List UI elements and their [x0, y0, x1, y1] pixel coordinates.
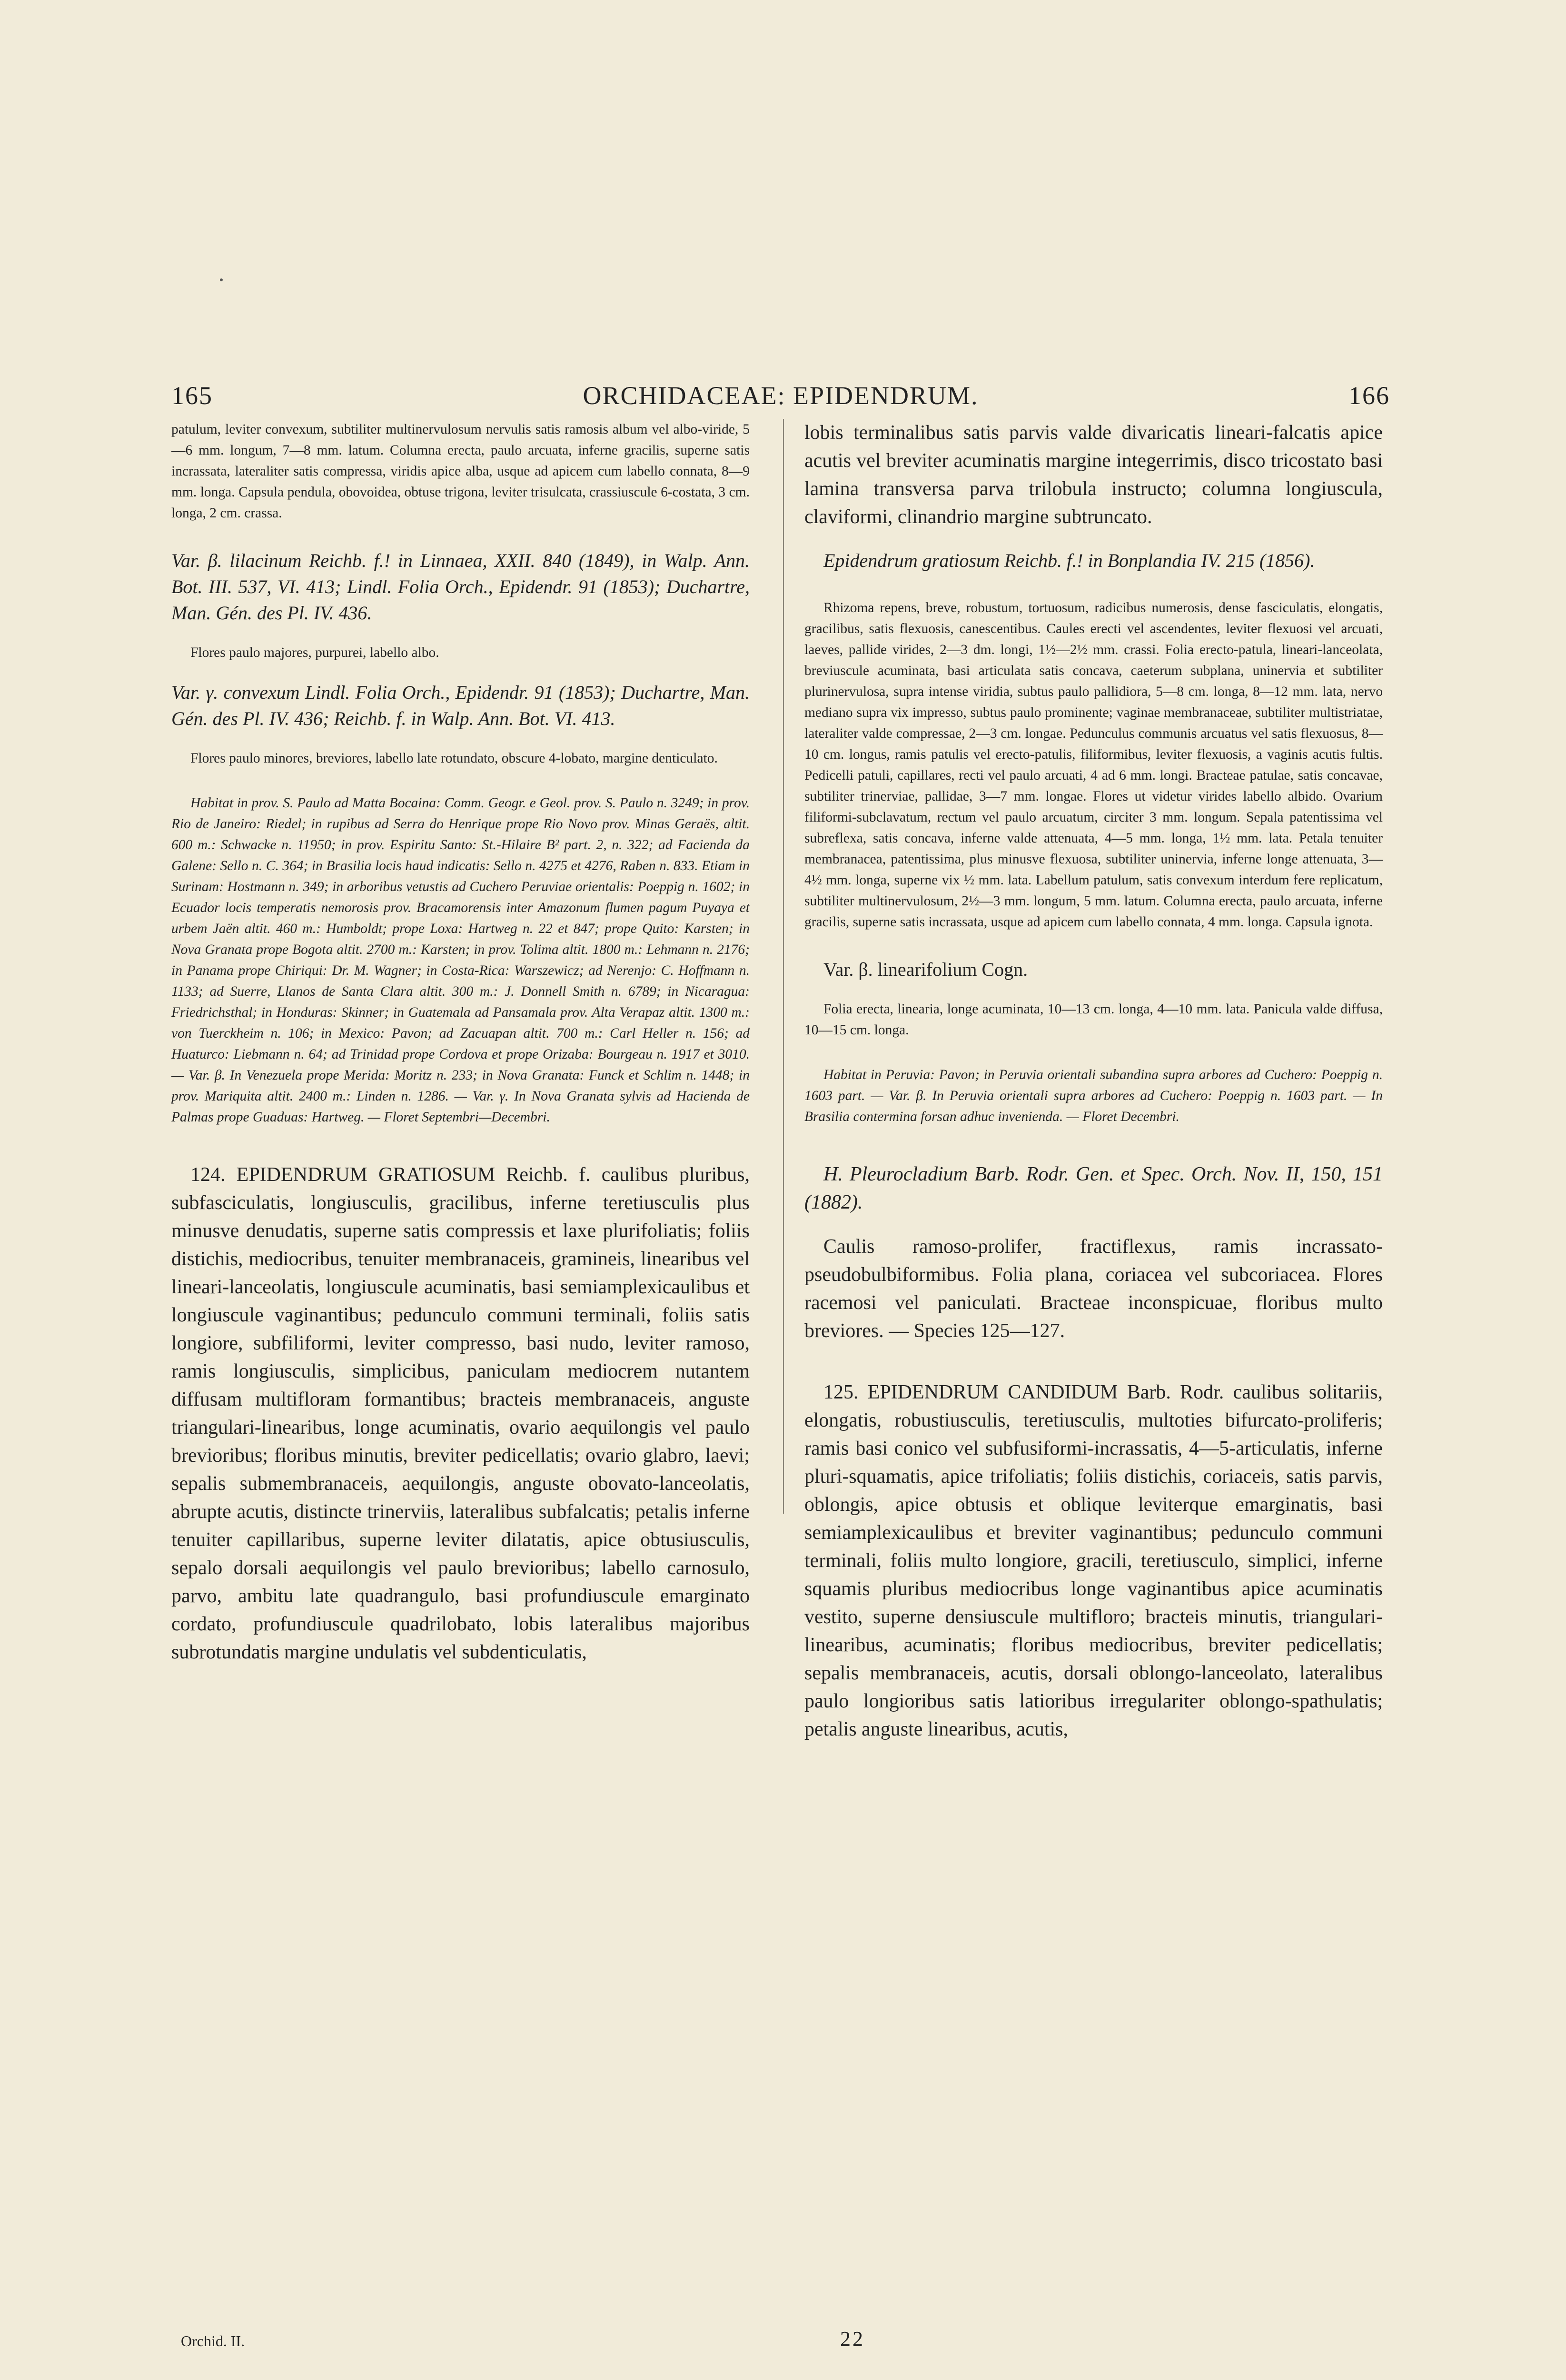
- section-pleurocladium-description: Caulis ramoso-prolifer, fractiflexus, ramis incrassato-pseudobulbiformibus. Folia plana, coriacea vel subcoriacea. Flores racemosi vel paniculati. Bracteae inconspicuae, floribus multo breviores. — Species 125—127.: [804, 1236, 1383, 1342]
- section-pleurocladium-heading: H. Pleurocladium Barb. Rodr. Gen. et Spec. Orch. Nov. II, 150, 151 (1882).: [804, 1163, 1383, 1213]
- variety-gamma-description: Flores paulo minores, breviores, labello late rotundato, obscure 4-lobato, margine denticulato.: [190, 751, 718, 766]
- detailed-description: Rhizoma repens, breve, robustum, tortuosum, radicibus numerosis, dense fasciculatis, elongatis, gracilibus, satis flexuosis, canescentibus. Caules erecti vel ascendentes, leviter flexuosi vel arcuati, laeves, pallide virides, 2—3 dm. longi, 1½—2½ mm. crassi. Folia erecto-patula, lineari-lanceolata, breviuscule acuminata, basi articulata satis concava, caeterum subplana, uninervia et subtiliter plurinervulosa, supra intense viridia, subtus paulo pallidiora, 5—8 cm. longa, 8—12 mm. lata, nervo mediano supra vix impresso, subtus paulo prominente; vaginae membranaceae, subtiliter multistriatae, lateraliter valde compressae, 2—3 cm. longae. Pedunculus communis arcuatus vel satis flexuosus, 8—10 cm. longus, ramis patulis vel erecto-patulis, filiformibus, leviter flexuosis, a vaginis acutis fultis. Pedicelli patuli, capillares, recti vel paulo arcuati, 4 ad 6 mm. longi. Bracteae patulae, satis concavae, subtiliter trinerviae, pallidae, 3—7 mm. longae. Flores ut videtur virides labello albido. Ovarium filiformi-subclavatum, rectum vel paulo arcuatum, circiter 3 mm. longum. Sepala patentissima vel subreflexa, satis concava, inferne valde attenuata, 4—5 mm. longa, 1½ mm. lata. Petala tenuiter membranacea, patentissima, plus minusve flexuosa, subtiliter uninervia, inferne longe attenuata, 3—4½ mm. longa, superne vix ½ mm. lata. Labellum patulum, satis convexum interdum fere replicatum, subtiliter multinervulosum, 2½—3 mm. longum, 5 mm. latum. Columna erecta, paulo arcuata, inferne gracilis, superne satis incrassata, usque ad apicem cum labello connata, 4 mm. longa. Capsula ignota.: [804, 600, 1383, 930]
- description-continued: patulum, leviter convexum, subtiliter multinervulosum nervulis satis ramosis album vel albo-viride, 5—6 mm. longum, 7—8 mm. latum. Columna erecta, paulo arcuata, inferne gracilis, superne satis incrassata, lateraliter satis compressa, viridis apice alba, usque ad apicem cum labello connata, 8—9 mm. longa. Capsula pendula, obovoidea, obtuse trigona, leviter trisulcata, crassiuscule 6-costata, 3 cm. longa, 2 cm. crassa.: [171, 422, 750, 521]
- species-125-description: 125. EPIDENDRUM CANDIDUM Barb. Rodr. caulibus solitariis, elongatis, robustiusculis, teretiusculis, multoties bifurcato-proliferis; ramis basi conico vel subfusiformi-incrassatis, 4—5-articulatis, inferne pluri-squamatis, apice trifoliatis; foliis distichis, coriaceis, satis parvis, oblongis, apice obtusis et oblique leviterque emarginatis, basi semiamplexicaulibus et breviter vaginantibus; pedunculo communi terminali, foliis multo longiore, gracili, teretiusculo, simplici, inferne squamis pluribus mediocribus longe vaginantibus apice acuminatis vestito, superne densiuscule multifloro; bracteis minutis, triangulari-linearibus, acuminatis; floribus mediocribus, breviter pedicellatis; sepalis membranaceis, acutis, dorsali oblongo-lanceolato, lateralibus paulo longioribus satis latioribus irregulariter oblongo-spathulatis; petalis anguste linearibus, acutis,: [804, 1381, 1383, 1740]
- page-number-left: 165: [171, 381, 213, 410]
- signature-number: 22: [840, 2327, 865, 2350]
- variety-beta-description: Flores paulo majores, purpurei, labello albo.: [190, 645, 439, 660]
- variety-beta-heading: Var. β. lilacinum Reichb. f.! in Linnaea, XXII. 840 (1849), in Walp. Ann. Bot. III. 537, VI. 413; Lindl. Folia Orch., Epidendr. 91 (1853); Duchartre, Man. Gén. des Pl. IV. 436.: [171, 550, 750, 624]
- species-124-description: 124. EPIDENDRUM GRATIOSUM Reichb. f. caulibus pluribus, subfasciculatis, longiusculis, gracilibus, inferne teretiusculis plus minusve denudatis, superne satis compressis et laxe plurifoliatis; foliis distichis, mediocribus, tenuiter membranaceis, gramineis, linearibus vel lineari-lanceolatis, longiuscule acuminatis, basi semiamplexicaulibus et longiuscule vaginantibus; pedunculo communi terminali, foliis satis longiore, subfiliformi, leviter compresso, basi nudo, leviter ramoso, ramis longiusculis, simplicibus, paniculam mediocrem nutantem diffusam multifloram formantibus; bracteis membranaceis, anguste triangulari-linearibus, longe acuminatis, ovario aequilongis vel paulo brevioribus; floribus minutis, breviter pedicellatis; ovario glabro, laevi; sepalis submembranaceis, aequilongis, anguste obovato-lanceolatis, abrupte acutis, distincte trinerviis, lateralibus subfalcatis; petalis inferne tenuiter capillaribus, superne leviter dilatatis, apice obtusiusculis, sepalo dorsali aequilongis vel paulo brevioribus; labello carnosulo, parvo, ambitu late quadrangulo, basi profundiuscule emarginato cordato, profundiuscule quadrilobato, lobis lateralibus majoribus subrotundatis margine undulatis vel subdenticulatis,: [171, 1164, 750, 1663]
- column-divider: [783, 419, 784, 1514]
- species-124-continued: lobis terminalibus satis parvis valde divaricatis lineari-falcatis apice acutis vel breviter acuminatis margine integerrimis, disco tricostato basi lamina transversa parva trilobula instructo; columna longiuscula, claviformi, clinandrio margine subtruncato.: [804, 422, 1383, 528]
- variety-gamma-heading: Var. γ. convexum Lindl. Folia Orch., Epidendr. 91 (1853); Duchartre, Man. Gén. des Pl. IV. 436; Reichb. f. in Walp. Ann. Bot. VI. 413.: [171, 682, 750, 729]
- habitat-paragraph-124: Habitat in Peruvia: Pavon; in Peruvia orientali subandina supra arbores ad Cuchero: Poeppig n. 1603 part. — Var. β. In Peruvia orientali supra arbores ad Cuchero: Poeppig n. 1603 part. — In Brasilia contermina forsan adhuc invenienda. — Floret Decembri.: [804, 1067, 1383, 1124]
- habitat-paragraph: Habitat in prov. S. Paulo ad Matta Bocaina: Comm. Geogr. e Geol. prov. S. Paulo n. 3249; in prov. Rio de Janeiro: Riedel; in rupibus ad Serra do Henrique prope Rio Novo prov. Minas Geraës, altit. 600 m.: Schwacke n. 11950; in prov. Espiritu Santo: St.-Hilaire B² part. 2, n. 322; ad Facienda da Galene: Sello n. C. 364; in Brasilia locis haud indicatis: Sello n. 4275 et 4276, Raben n. 833. Etiam in Surinam: Hostmann n. 349; in arboribus vetustis ad Cuchero Peruviae orientalis: Poeppig n. 1602; in Ecuador locis temperatis nemorosis prov. Bracamorensis inter Amazonum flumen pagum Puyaya et urbem Jaën altit. 460 m.: Humboldt; prope Loxa: Hartweg n. 22 et 847; prope Quito: Karsten; in Nova Granata prope Bogota altit. 2700 m.: Karsten; in prov. Tolima altit. 1800 m.: Lehmann n. 2176; in Panama prope Chiriqui: Dr. M. Wagner; in Costa-Rica: Warszewicz; ad Nerenjo: C. Hoffmann n. 1133; ad Suerre, Llanos de Santa Clara altit. 300 m.: J. Donnell Smith n. 6789; in Nicaragua: Friedrichsthal; in Honduras: Skinner; in Guatemala ad Pansamala prov. Alta Verapaz altit. 1300 m.: von Tuerckheim n. 106; in Mexico: Pavon; ad Zacuapan altit. 700 m.: Carl Heller n. 156; ad Huaturco: Liebmann n. 64; ad Trinidad prope Cordova et prope Orizaba: Bourgeau n. 1917 et 3010. — Var. β. In Venezuela prope Merida: Moritz n. 233; in Nova Granata: Funck et Schlim n. 1448; in prov. Mariquita altit. 2400 m.: Linden n. 1286. — Var. γ. In Nova Granata sylvis ad Hacienda de Palmas prope Guaduas: Hartweg. — Floret Septembri—Decembri.: [171, 795, 750, 1125]
- speck: [220, 278, 223, 281]
- variety-linearifolium-heading: Var. β. linearifolium Cogn.: [823, 959, 1028, 980]
- running-header: [171, 381, 1390, 409]
- left-column: [171, 419, 750, 2347]
- variety-linearifolium-description: Folia erecta, linearia, longe acuminata, 10—13 cm. longa, 4—10 mm. lata. Panicula valde diffusa, 10—15 cm. longa.: [804, 1002, 1383, 1038]
- right-column: [804, 419, 1383, 2347]
- running-title: ORCHIDACEAE: EPIDENDRUM.: [583, 381, 979, 410]
- footer-volume: Orchid. II.: [181, 2332, 245, 2350]
- synonym-citation: Epidendrum gratiosum Reichb. f.! in Bonplandia IV. 215 (1856).: [823, 550, 1315, 571]
- page-number-right: 166: [1348, 381, 1390, 410]
